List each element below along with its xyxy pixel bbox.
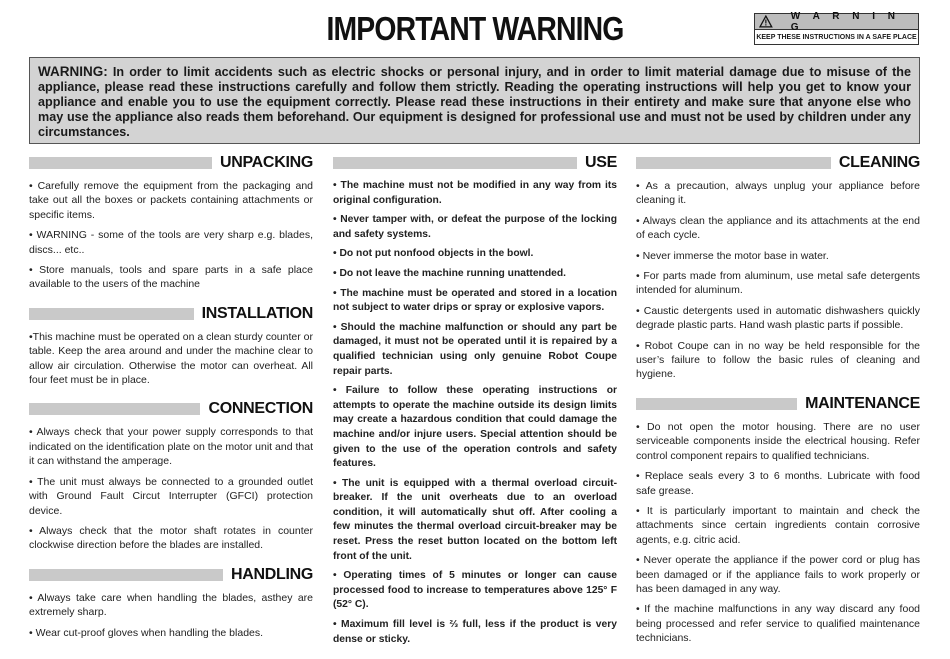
list-item: • Replace seals every 3 to 6 months. Lubricate with food safe grease.: [636, 470, 920, 497]
list-item: • Should the machine malfunction or should any part be damaged, it must not be operated until it is repaired by a qualified technician using only genuine Robot Coupe repair parts.: [333, 321, 617, 377]
list-item: • As a precaution, always unplug your appliance before cleaning it.: [636, 180, 920, 207]
section-installation: [29, 304, 313, 388]
list-item: • Always check that your power supply corresponds to that indicated on the identification plate on the motor unit and that it can withstand the amperage.: [29, 426, 313, 468]
right-column: [636, 153, 920, 652]
section-heading: UNPACKING: [219, 154, 313, 171]
list-item: • Always check that the motor shaft rotates in counter clockwise direction before the blades are installed.: [29, 524, 313, 552]
section-connection: [29, 399, 313, 552]
warning-banner-text: In order to limit accidents such as electric shocks or personal injury, and in order to limit material damage due to misuse of the appliance, please read these instructions carefully and follow them strictly. Reading the operating instructions will help you get to know your appliance and enable you to use the equipment correctly. Please read these instructions in their entirety and make sure that anyone else who may use the appliance also reads them beforehand. Our equipment is designed for professional use and must not be used by children under any circumstances.: [38, 65, 911, 139]
section-bar: [29, 569, 223, 581]
warning-badge-header: [755, 10, 918, 33]
warning-badge: [754, 10, 919, 45]
list-item: • The machine must be operated and stored in a location not subject to water drips or spray or explosive vapors.: [333, 287, 617, 314]
page-title: IMPORTANT WARNING: [326, 10, 624, 47]
list-item: • Never immerse the motor base in water.: [636, 249, 829, 262]
warning-banner: [29, 57, 920, 144]
list-item: • Operating times of 5 minutes or longer can cause processed food to increase to temperatures above 125° F (52° C).: [333, 570, 617, 611]
section-heading: INSTALLATION: [201, 304, 313, 322]
list-item: • Carefully remove the equipment from the packaging and take out all the boxes or packets containing attachments or specific items.: [29, 180, 313, 221]
list-item: • If the machine malfunctions in any way discard any food being processed and refer service to qualified maintenance technicians.: [636, 603, 920, 645]
list-item: • For parts made from aluminum, use metal safe detergents intended for aluminum.: [636, 270, 920, 297]
section-handling: [29, 565, 313, 640]
list-item: • Failure to follow these operating instructions or attempts to operate the machine outside its design limits may create a hazardous condition that could damage the machine and/or injure users. Special attention should be given to the use of the operation controls and safety features.: [333, 385, 617, 470]
section-unpacking: [29, 153, 313, 292]
section-bar: [636, 157, 831, 169]
warning-banner-lead: WARNING:: [38, 64, 108, 79]
list-item: • Do not leave the machine running unattended.: [333, 267, 567, 279]
list-item: • Always clean the appliance and its attachments at the end of each cycle.: [636, 214, 920, 242]
section-heading: MAINTENANCE: [805, 394, 920, 412]
warning-badge-subtitle: KEEP THESE INSTRUCTIONS IN A SAFE PLACE: [756, 34, 917, 41]
list-item: • Wear cut-proof gloves when handling the blades.: [29, 626, 264, 639]
section-use: [333, 153, 617, 647]
list-item: • Always take care when handling the blades, asthey are extremely sharp.: [29, 591, 313, 619]
section-bar: [29, 157, 212, 169]
warning-badge-title: W A R N I N G: [790, 10, 900, 33]
left-column: [29, 153, 313, 646]
section-maintenance: [636, 394, 920, 646]
list-item: • WARNING - some of the tools are very sharp e.g. blades, discs... etc..: [29, 229, 313, 256]
section-heading: HANDLING: [230, 565, 313, 583]
section-heading: CONNECTION: [208, 400, 313, 418]
list-item: • Never operate the appliance if the power cord or plug has been damaged or if the appliance fails to work properly or has been damaged in any way.: [636, 554, 920, 595]
list-item: • Store manuals, tools and spare parts in a safe place available to the users of the machine: [29, 264, 313, 291]
list-item: • Maximum fill level is ⅔ full, less if the product is very dense or sticky.: [333, 619, 617, 645]
section-bar: [636, 398, 797, 410]
list-item: •This machine must be operated on a clean sturdy counter or table. Keep the area around and under the machine clear to allow air circulation. Otherwise the motor can overheat. All four feet must be in place.: [29, 330, 313, 387]
section-bar: [29, 403, 200, 415]
list-item: • Do not put nonfood objects in the bowl.: [333, 248, 534, 260]
list-item: • Do not open the motor housing. There are no user serviceable components inside the electrical housing. Refer control component repairs to qualified technicians.: [636, 420, 920, 462]
list-item: • Never tamper with, or defeat the purpose of the locking and safety systems.: [333, 214, 617, 240]
section-bar: [333, 157, 577, 169]
section-cleaning: [636, 153, 920, 382]
list-item: • The unit is equipped with a thermal overload circuit-breaker. If the unit overheats due to an overload condition, it will automatically shut off. After cooling a few minutes the thermal overload circuit-breaker may be reset. Press the reset button located on the bottom left front of the unit.: [333, 477, 617, 562]
list-item: • It is particularly important to maintain and check the attachments since certain ingredients contain corrosive agents, e.g. citric acid.: [636, 504, 920, 546]
section-heading: USE: [585, 154, 617, 171]
section-heading: CLEANING: [838, 154, 920, 171]
warning-triangle-icon: [759, 15, 773, 28]
section-bar: [29, 308, 194, 320]
list-item: • Caustic detergents used in automatic dishwashers quickly degrade plastic parts. Hand wash plastic parts if possible.: [636, 304, 920, 332]
list-item: • Robot Coupe can in no way be held responsible for the user’s failure to follow the basic rules of cleaning and hygiene.: [636, 339, 920, 381]
middle-column: [333, 153, 617, 652]
list-item: • The unit must always be connected to a grounded outlet with Ground Fault Circut Interrupter (GFCI) protection device.: [29, 475, 313, 517]
list-item: • The machine must not be modified in any way from its original configuration.: [333, 180, 617, 206]
